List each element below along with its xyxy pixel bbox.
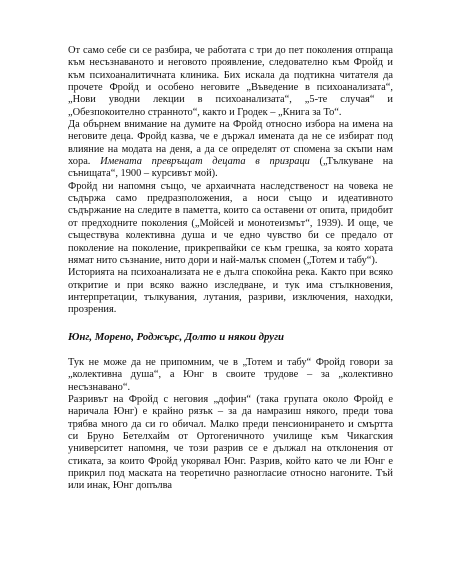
paragraph-names <box>68 119 393 181</box>
section-heading: Юнг, Морено, Роджърс, Долто и някои други <box>68 330 285 343</box>
paragraph-totem: Тук не може да не припомним, че в „Тотем и табу“ Фройд говори за „колективна душа“, а Юнг в своите трудове – за „колективно несъзнавано“. <box>68 356 393 393</box>
paragraph-intro: От само себе си се разбира, че работата с три до пет поколения отпраща към несъзнаваното и неговото проявление, следователно към Фройд и към психоаналитичната клиника. Бих искала да подтикна читателя да прочете Фройд и особено неговите „Въведение в психоанализата“, „Нови уводни лекции в психоанализата“, „5-те случая“ и „Обезпокоително странното“, както и Гродек – „Книга за То“. <box>68 45 393 118</box>
paragraph-rupture: Разривът на Фройд с неговия „дофин“ (така групата около Фройд е наричала Юнг) е крайно рязък – за да намразиш някого, преди това трябва много да си го обичал. Малко преди пенсионирането и смъртта си Бруно Бетелхайм от Ортогеничното училище към Чикагския университет напомня, че този разрив се е дължал на отклонения от стиката, за които Фройд укорявал Юнг. Разрив, който като че ли Юнг е прикрил под маската на теоретично разногласие относно нагоните. Тъй или инак, Юнг допълва <box>68 393 393 492</box>
paragraph-names-tail: („Тълкуване на сънищата“, 1900 – курсивът мой). <box>68 156 393 180</box>
paragraph-history: Историята на психоанализата не е дълга спокойна река. Както при всяко откритие и при всяко важно изследване, и тук има стълкновения, интерпретации, тълкувания, лутания, разриви, изключения, находки, прозрения. <box>68 267 393 316</box>
paragraph-heredity: Фройд ни напомня също, че архаичната наследственост на човека не съдържа само предразположения, а носи също и идеативното съдържание на следите в паметта, които са оставени от опита, придобит от предходните поколения („Мойсей и монотеизмът“, 1939). И още, че съществува колективна душа и че едно чувство би се предало от поколение на поколение, прикрепвайки се към грешка, за която хората нямат нито съзнание, нито дори и най-малък спомен („Тотем и табу“). <box>68 180 393 266</box>
paragraph-names-italic: Имената превръщат децата в призраци <box>100 156 310 168</box>
paragraph-names-text: Да обърнем внимание на думите на Фройд относно избора на имена на неговите деца. Фройд казва, че е държал имената да не се избират под влияние на модата на деня, а да се определят от спомена за скъпи нам хора. <box>68 119 393 168</box>
text-body <box>68 45 393 493</box>
